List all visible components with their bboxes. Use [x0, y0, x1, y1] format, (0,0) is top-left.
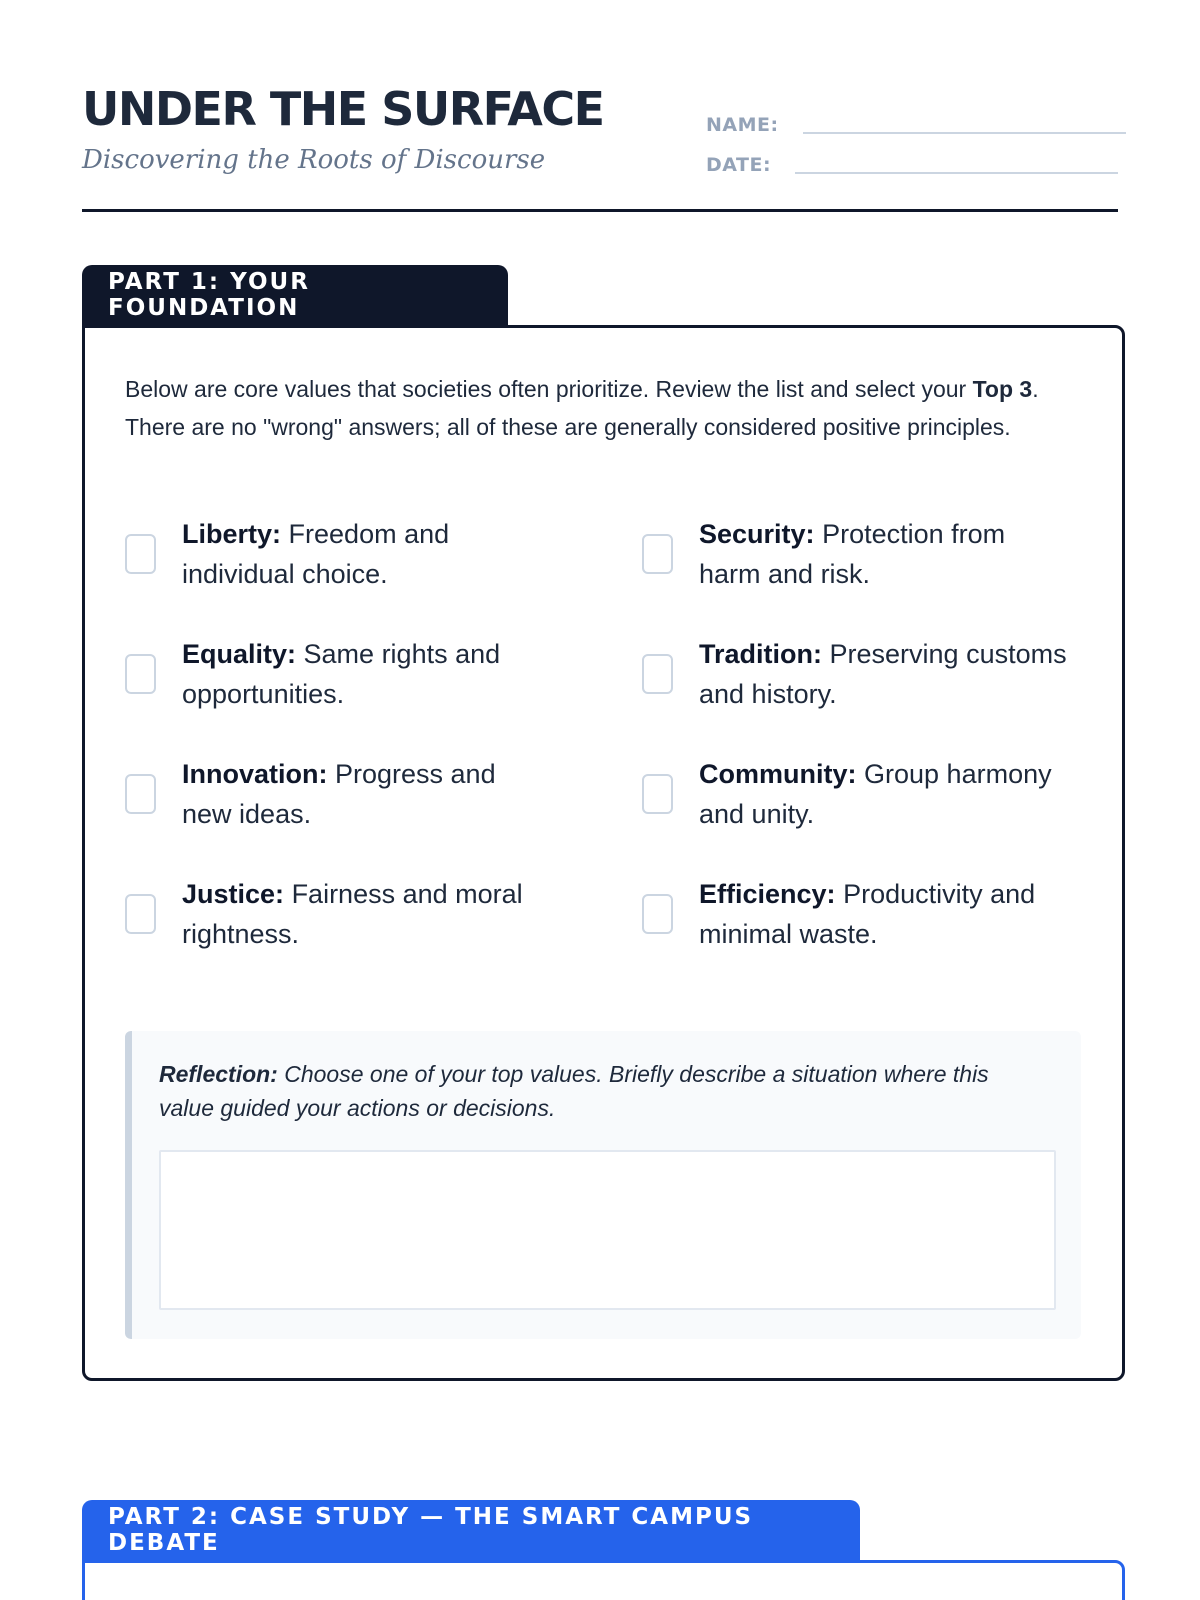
name-field — [706, 114, 1126, 136]
value-option-innovation[interactable] — [125, 754, 522, 834]
value-label — [699, 514, 1074, 594]
value-description: Protection from harm and risk. — [699, 519, 1006, 589]
date-field — [706, 154, 1118, 176]
name-input-line[interactable] — [803, 132, 1126, 134]
part2-section — [82, 1560, 1125, 1600]
value-option-community[interactable] — [642, 754, 1099, 834]
value-label — [699, 874, 1074, 954]
value-description: Freedom and individual choice. — [182, 519, 450, 589]
value-label — [699, 754, 1099, 834]
worksheet-header — [82, 0, 1118, 212]
value-option-tradition[interactable] — [642, 634, 1074, 714]
checkbox[interactable] — [125, 774, 156, 814]
page-title: UNDER THE SURFACE — [82, 82, 604, 136]
checkbox[interactable] — [642, 894, 673, 934]
value-description: Progress and new ideas. — [182, 759, 496, 829]
checkbox[interactable] — [642, 654, 673, 694]
value-name: Equality: — [182, 639, 297, 669]
checkbox[interactable] — [125, 534, 156, 574]
intro-text-start: Below are core values that societies often prioritize. Review the list and select your — [125, 376, 973, 402]
reflection-label: Reflection: — [159, 1061, 278, 1087]
intro-top3: Top 3 — [972, 376, 1033, 402]
value-name: Efficiency: — [699, 879, 836, 909]
value-label — [182, 754, 522, 834]
value-option-efficiency[interactable] — [642, 874, 1074, 954]
value-name: Security: — [699, 519, 815, 549]
value-description: Preserving customs and history. — [699, 639, 1067, 709]
value-name: Innovation: — [182, 759, 328, 789]
part1-instructions — [125, 370, 1075, 446]
part1-tab: PART 1: YOUR FOUNDATION — [82, 265, 508, 325]
value-name: Justice: — [182, 879, 285, 909]
value-description: Same rights and opportunities. — [182, 639, 501, 709]
reflection-prompt — [159, 1057, 1039, 1125]
reflection-box — [125, 1031, 1081, 1339]
value-option-liberty[interactable] — [125, 514, 557, 594]
value-description: Productivity and minimal waste. — [699, 879, 1036, 949]
value-label — [182, 634, 557, 714]
checkbox[interactable] — [642, 774, 673, 814]
value-label — [182, 874, 557, 954]
value-option-security[interactable] — [642, 514, 1074, 594]
checkbox[interactable] — [125, 654, 156, 694]
value-label — [182, 514, 557, 594]
value-option-justice[interactable] — [125, 874, 557, 954]
reflection-question: Choose one of your top values. Briefly describe a situation where this value guided your actions or decisions. — [159, 1061, 989, 1121]
intro-text-end: . There are no "wrong" answers; all of these are generally considered positive principles. — [125, 376, 1039, 440]
value-name: Community: — [699, 759, 857, 789]
part2-tab: PART 2: CASE STUDY — THE SMART CAMPUS DEBATE — [82, 1500, 860, 1560]
checkbox[interactable] — [125, 894, 156, 934]
name-label: NAME: — [706, 114, 779, 136]
date-input-line[interactable] — [795, 172, 1118, 174]
value-name: Liberty: — [182, 519, 282, 549]
value-description: Fairness and moral rightness. — [182, 879, 523, 949]
value-option-equality[interactable] — [125, 634, 557, 714]
value-label — [699, 634, 1074, 714]
part1-section — [82, 325, 1125, 1381]
checkbox[interactable] — [642, 534, 673, 574]
value-description: Group harmony and unity. — [699, 759, 1052, 829]
page-subtitle: Discovering the Roots of Discourse — [82, 145, 546, 175]
value-name: Tradition: — [699, 639, 822, 669]
reflection-answer-area[interactable] — [159, 1150, 1056, 1310]
date-label: DATE: — [706, 154, 772, 176]
